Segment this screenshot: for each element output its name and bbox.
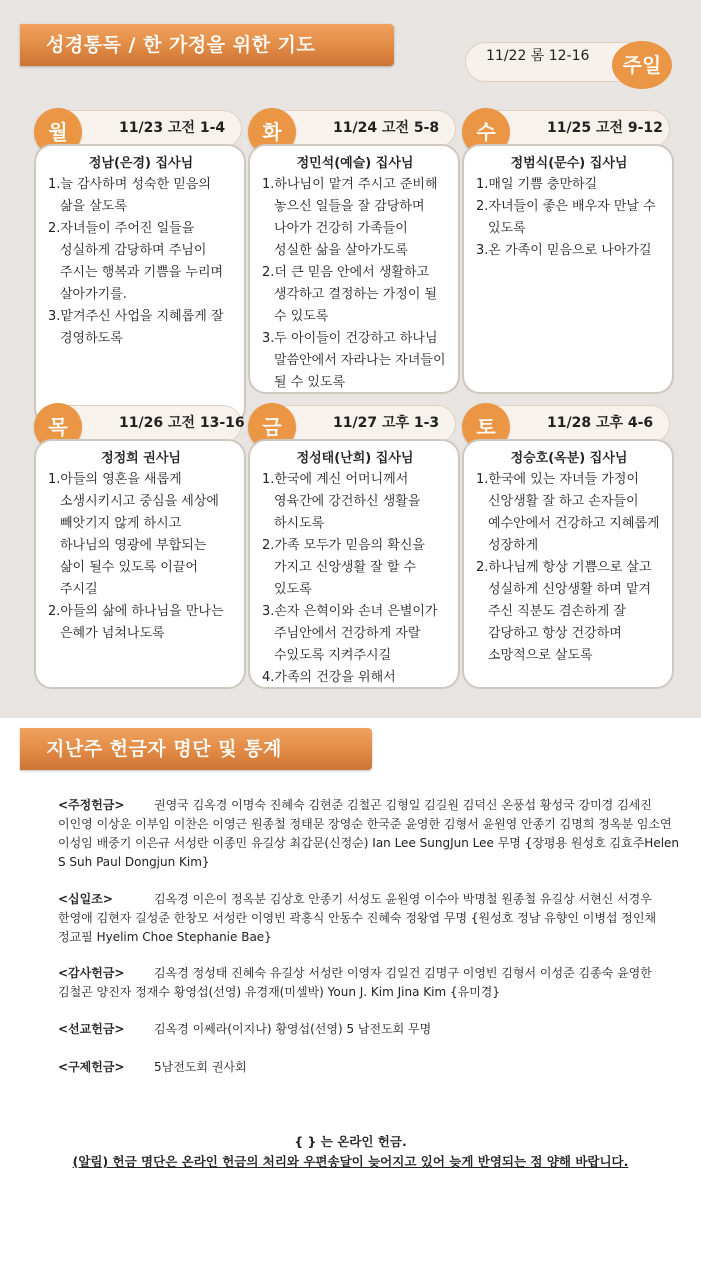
prayer-card [34, 439, 246, 689]
prayer-item: 3.손자 은혁이와 손녀 은별이가 주님안에서 건강하게 자랄 수있도록 지켜주시길 [262, 604, 438, 663]
prayer-item: 4.가족의 건강을 위해서 [262, 670, 396, 685]
prayer-card [248, 144, 460, 394]
prayer-card [34, 144, 246, 426]
sunday-badge: 주일 [612, 41, 672, 89]
offering-names: 김옥경 정성태 진혜숙 유길상 서성란 이영자 김일건 김명구 이영빈 김형서 이성준 김종숙 윤영한 김철곤 양진자 정재수 황영섭(선영) 유경재(미셀박) Youn J. Kim Jina Kim {유미경} [58, 966, 652, 999]
offering-label: <감사헌금> [58, 966, 125, 980]
day-badge: 수 [462, 108, 510, 156]
day-badge: 토 [462, 403, 510, 451]
offering-label: <선교헌금> [58, 1022, 125, 1036]
family-name: 정승호(옥분) 집사님 [510, 451, 628, 466]
offering-label: <구제헌금> [58, 1060, 125, 1074]
offering-names: 김옥경 이은이 정옥분 김상호 안종기 서성도 윤원영 이수아 박명철 원종철 유길상 서현신 서경우 한영애 김현자 길성준 한창모 서성란 이영빈 곽홍식 안동수 진혜숙 정왕엽 무명 {원성호 정남 유향인 이병섭 정인채 정교필 Hyelim Choe Stephanie Bae} [58, 892, 657, 944]
day-reading: 11/23 고전 1-4 [119, 120, 226, 136]
prayer-item: 1.하나님이 맡겨 주시고 준비해 놓으신 일들을 잘 감당하며 나아가 건강히 가족들이 성실한 삶을 살아가도록 [262, 177, 438, 258]
offering-group-relief [58, 1058, 688, 1077]
day-reading: 11/28 고후 4-6 [547, 415, 654, 431]
family-name: 정정희 권사님 [101, 451, 181, 466]
prayer-item: 2.자녀들이 주어진 일들을 성실하게 감당하며 주님이 주시는 행복과 기쁨을 누리며 살아가기를. [48, 221, 224, 302]
family-name: 정성태(난희) 집사님 [296, 451, 414, 466]
day-reading: 11/26 고전 13-16 [119, 415, 245, 431]
offering-names: 김옥경 이쎄라(이지나) 황영섭(선영) 5 남전도회 무명 [154, 1022, 432, 1036]
offering-group-general [58, 796, 688, 872]
prayer-item: 1.매일 기쁨 충만하길 [476, 177, 598, 192]
day-badge: 월 [34, 108, 82, 156]
offering-group-thanks [58, 964, 688, 1002]
prayer-item: 1.한국에 있는 자녀들 가정이 신앙생활 잘 하고 손자들이 예수안에서 건강하고 지혜롭게 성장하게 [476, 472, 660, 553]
offering-group-mission [58, 1020, 688, 1039]
prayer-item: 3.맡겨주신 사업을 지혜롭게 잘 경영하도록 [48, 309, 224, 346]
sunday-reading: 11/22 롬 12-16 [486, 48, 590, 64]
day-reading: 11/24 고전 5-8 [333, 120, 440, 136]
prayer-item: 2.하나님께 항상 기쁨으로 살고 성실하게 신앙생활 하며 맡겨 주신 직분도 겸손하게 잘 감당하고 항상 건강하며 소망적으로 살도록 [476, 560, 652, 663]
section-title-offerings: 지난주 헌금자 명단 및 통계 [20, 728, 372, 770]
offering-group-tithe [58, 890, 688, 947]
family-name: 정범식(문수) 집사님 [510, 156, 628, 171]
offering-notes [0, 1132, 701, 1172]
prayer-item: 1.한국에 계신 어머니께서 영육간에 강건하신 생활을 하시도록 [262, 472, 421, 531]
prayer-item: 1.아들의 영혼을 새롭게 소생시키시고 중심을 세상에 빼앗기지 않게 하시고 하나님의 영광에 부합되는 삶이 될수 있도록 이끌어 주시길 [48, 472, 219, 597]
prayer-item: 3.두 아이들이 건강하고 하나님 말씀안에서 자라나는 자녀들이 될 수 있도록 [262, 331, 446, 390]
prayer-item: 3.온 가족이 믿음으로 나아가길 [476, 243, 652, 258]
online-offering-note: { } 는 온라인 헌금. [294, 1134, 407, 1149]
offering-label: <주정헌금> [58, 798, 125, 812]
prayer-item: 1.늘 감사하며 성숙한 믿음의 삶을 살도록 [48, 177, 211, 214]
day-reading: 11/27 고후 1-3 [333, 415, 440, 431]
offering-names: 5남전도회 권사회 [154, 1060, 247, 1074]
family-name: 정민석(예슬) 집사님 [296, 156, 414, 171]
day-badge: 금 [248, 403, 296, 451]
prayer-item: 2.가족 모두가 믿음의 확신을 가지고 신앙생활 잘 할 수 있도록 [262, 538, 425, 597]
day-reading: 11/25 고전 9-12 [547, 120, 663, 136]
prayer-card [248, 439, 460, 689]
section-title-bible-reading: 성경통독 / 한 가정을 위한 기도 [20, 24, 394, 66]
prayer-item: 2.아들의 삶에 하나님을 만나는 은혜가 넘쳐나도록 [48, 604, 224, 641]
family-name: 정남(은경) 집사님 [88, 156, 194, 171]
prayer-card [462, 439, 674, 689]
delay-notice: (알림) 헌금 명단은 온라인 헌금의 처리와 우편송달이 늦어지고 있어 늦게 반영되는 점 양해 바랍니다. [72, 1154, 629, 1169]
day-badge: 화 [248, 108, 296, 156]
day-badge: 목 [34, 403, 82, 451]
prayer-item: 2.더 큰 믿음 안에서 생활하고 생각하고 결정하는 가정이 될 수 있도록 [262, 265, 438, 324]
offering-names: 권영국 김옥경 이명숙 진혜숙 김현준 김철곤 김형일 김길원 김덕신 온풍섭 황성국 강미경 김세진 이인영 이상운 이부임 이찬은 이영근 원종철 정태문 장영순 한국준 윤영한 김형서 윤원영 안종기 김명희 정옥분 임소연 이성임 배중기 이은규 서성란 이종민 유길상 최갑문(신정순) Ian Lee SungJun Lee 무명 {장평용 원성호 김효주Helen S Suh Paul Dongjun Kim} [58, 798, 680, 869]
prayer-item: 2.자녀들이 좋은 배우자 만날 수 있도록 [476, 199, 656, 236]
prayer-card [462, 144, 674, 394]
offering-label: <십일조> [58, 892, 113, 906]
